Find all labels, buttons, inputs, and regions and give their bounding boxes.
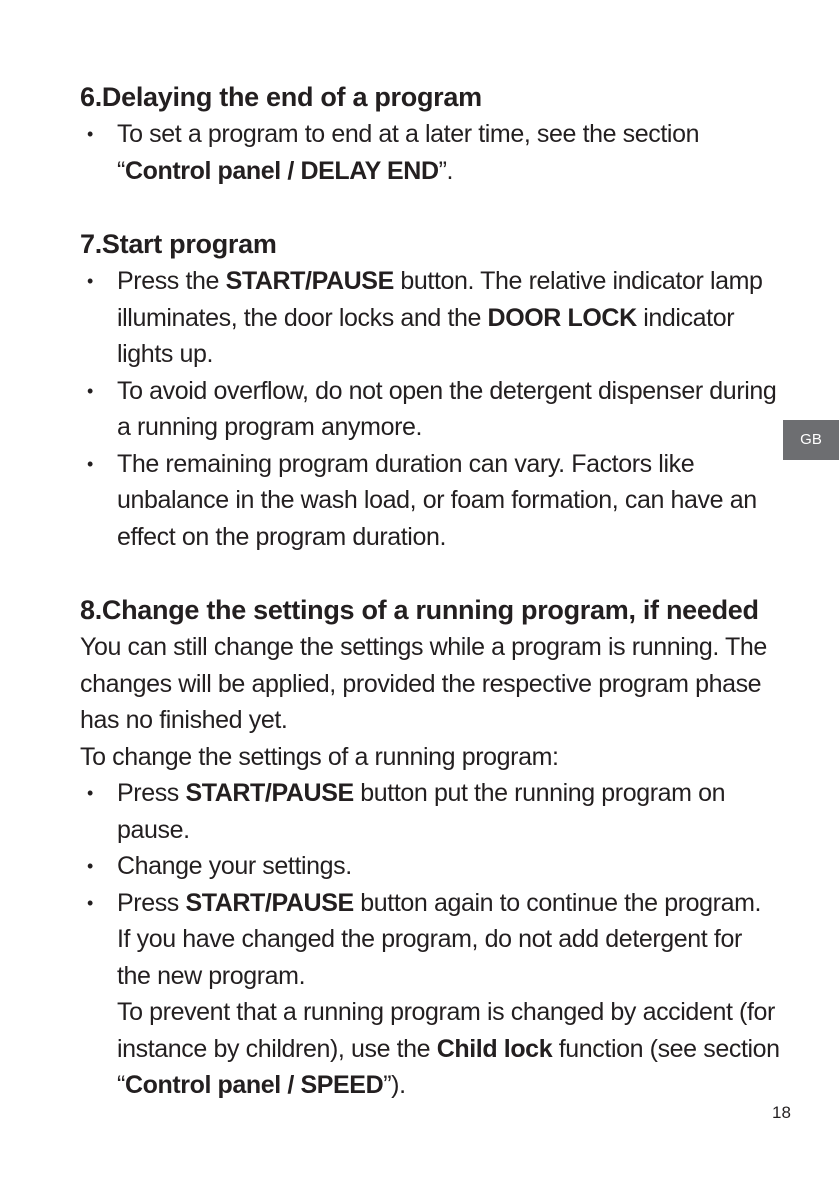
- section-delay-end: [80, 78, 780, 189]
- bullet-icon: •: [87, 856, 93, 876]
- bullet-icon: •: [87, 453, 93, 474]
- bullet-icon: •: [87, 271, 93, 291]
- section-heading: 6.Delaying the end of a program: [80, 82, 482, 112]
- bullet-icon: •: [87, 892, 93, 913]
- section-heading: 7.Start program: [80, 229, 277, 259]
- bold-term: Control panel / SPEED: [124, 1071, 384, 1099]
- bullet-text: To set a program to end at a later time, see the section: [117, 120, 700, 148]
- paragraph: You can still change the settings while a program is running. The changes will be applied, provided the respective program phase has no finished yet.: [80, 633, 767, 734]
- bullet-text: Press: [117, 888, 186, 917]
- bullet-text: Change your settings.: [117, 852, 352, 880]
- bold-term: START/PAUSE: [185, 779, 354, 807]
- list-item: [87, 885, 780, 1104]
- list-item: [87, 848, 780, 885]
- bold-term: START/PAUSE: [225, 267, 394, 295]
- page-number: 18: [772, 1103, 791, 1122]
- bold-term: Control panel / DELAY END: [124, 156, 439, 185]
- section-start-program: [80, 225, 780, 555]
- bullet-text: function (see section “: [117, 1034, 780, 1099]
- list-item: [87, 263, 780, 373]
- bullet-list: [80, 263, 780, 555]
- quote-close: ”.: [438, 156, 454, 185]
- bold-term: Child lock: [436, 1034, 553, 1063]
- bullet-text: The remaining program duration can vary. Factors like unbalance in the wash load, or foam formation, can have an effect on the program duration.: [117, 449, 757, 551]
- bullet-icon: •: [87, 783, 93, 803]
- language-tab: GB: [783, 420, 839, 460]
- bullet-text: indicator lights up.: [117, 303, 735, 368]
- list-item: [87, 373, 780, 446]
- bullet-text: To prevent that a running program is changed by accident (for instance by children), use the: [117, 998, 775, 1063]
- section-heading: 8.Change the settings of a running program, if needed: [80, 595, 759, 625]
- bullet-list: [80, 775, 780, 1104]
- bullet-text: button again to continue the program. If you have changed the program, do not add detergent for the new program.: [117, 888, 762, 990]
- list-item: [87, 775, 780, 848]
- manual-page: [80, 78, 780, 1104]
- bullet-text: ”).: [383, 1071, 406, 1099]
- section-change-settings: [80, 591, 780, 1104]
- bold-term: START/PAUSE: [185, 888, 354, 917]
- bullet-text: To avoid overflow, do not open the detergent dispenser during a running program anymore.: [117, 376, 777, 441]
- bullet-list: [80, 116, 780, 189]
- list-item: [87, 446, 780, 556]
- bullet-text: Press: [117, 779, 186, 807]
- bullet-icon: •: [87, 380, 93, 401]
- bullet-text: button. The relative indicator lamp illuminates, the door locks and the: [117, 267, 763, 332]
- bullet-icon: •: [87, 124, 93, 144]
- list-item: [87, 116, 780, 189]
- paragraph: To change the settings of a running program:: [80, 742, 559, 771]
- bold-term: DOOR LOCK: [487, 303, 637, 332]
- bullet-text: Press the: [117, 267, 226, 295]
- bullet-text: button put the running program on pause.: [117, 779, 726, 844]
- quote-open: “: [117, 156, 125, 185]
